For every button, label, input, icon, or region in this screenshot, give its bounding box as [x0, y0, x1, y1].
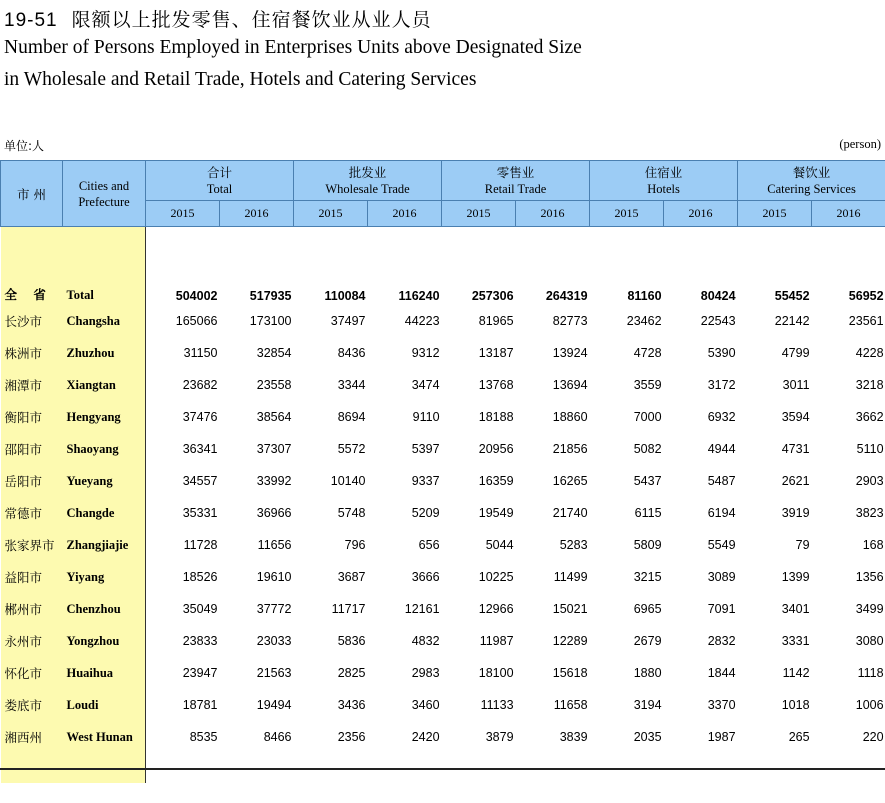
value-cell: 4728	[633, 346, 662, 360]
row-city-en: West Hunan	[63, 721, 146, 753]
value-cell: 22543	[700, 314, 736, 328]
header-group-hotels	[590, 161, 738, 201]
value-cell: 22142	[774, 314, 810, 328]
value-cell: 37307	[256, 442, 292, 456]
value-cell: 55452	[774, 289, 810, 303]
value-cell: 1880	[633, 666, 662, 680]
value-cell: 5572	[337, 442, 366, 456]
value-cell: 6115	[634, 506, 662, 520]
value-cell: 37772	[256, 602, 292, 616]
value-cell: 16359	[478, 474, 514, 488]
year-header: 2016	[812, 201, 885, 227]
header-city-cn: 市 州	[1, 161, 63, 227]
value-cell: 257306	[471, 289, 514, 303]
row-city-en: Changde	[63, 497, 146, 529]
spacer-cell	[63, 227, 146, 272]
value-cell: 5748	[337, 506, 366, 520]
value-cell: 1006	[855, 698, 884, 712]
value-cell: 5209	[411, 506, 440, 520]
table-row	[1, 433, 885, 465]
value-cell: 11656	[257, 538, 292, 552]
value-cell: 35049	[182, 602, 218, 616]
table-row	[1, 337, 885, 369]
table-row	[1, 593, 885, 625]
value-cell: 3594	[781, 410, 810, 424]
row-city-cn: 娄底市	[1, 689, 63, 721]
header-group-catering	[738, 161, 885, 201]
value-cell: 36966	[256, 506, 292, 520]
value-cell: 3344	[337, 378, 366, 392]
value-cell: 11728	[183, 538, 218, 552]
value-cell: 4731	[781, 442, 810, 456]
year-header: 2016	[664, 201, 738, 227]
value-cell: 517935	[249, 289, 292, 303]
value-cell: 8535	[189, 730, 218, 744]
value-cell: 6194	[707, 506, 736, 520]
value-cell: 44223	[404, 314, 440, 328]
spacer-cell	[146, 227, 885, 272]
spacer-row	[1, 227, 885, 272]
value-cell: 173100	[249, 314, 292, 328]
data-table-container	[0, 160, 885, 783]
row-city-cn: 湘潭市	[1, 369, 63, 401]
row-city-en: Shaoyang	[63, 433, 146, 465]
value-cell: 36341	[182, 442, 218, 456]
value-cell: 3436	[337, 698, 366, 712]
group-en: Wholesale Trade	[325, 181, 410, 196]
value-cell: 165066	[175, 314, 218, 328]
unit-label-chinese: 单位:人	[4, 139, 45, 153]
value-cell: 3919	[781, 506, 810, 520]
value-cell: 3172	[707, 378, 736, 392]
value-cell: 23833	[182, 634, 218, 648]
value-cell: 5809	[633, 538, 662, 552]
value-cell: 12966	[478, 602, 514, 616]
group-en: Hotels	[647, 181, 680, 196]
row-city-en: Zhangjiajie	[63, 529, 146, 561]
value-cell: 110084	[324, 289, 366, 303]
value-cell: 15618	[552, 666, 588, 680]
value-cell: 35331	[182, 506, 218, 520]
value-cell: 37497	[330, 314, 366, 328]
group-cn: 零售业	[496, 164, 535, 180]
table-row	[1, 529, 885, 561]
value-cell: 23462	[626, 314, 662, 328]
value-cell: 37476	[182, 410, 218, 424]
value-cell: 3687	[337, 570, 366, 584]
value-cell: 116240	[398, 289, 440, 303]
row-city-en: Yiyang	[63, 561, 146, 593]
title-cn-text: 限额以上批发零售、住宿餐饮业从业人员	[71, 9, 432, 31]
value-cell: 4832	[411, 634, 440, 648]
table-number: 19-51	[4, 10, 58, 31]
row-city-en: Yongzhou	[63, 625, 146, 657]
value-cell: 56952	[848, 289, 884, 303]
value-cell: 11717	[331, 602, 366, 616]
group-en: Catering Services	[767, 181, 856, 196]
table-row	[1, 305, 885, 337]
row-city-cn: 长沙市	[1, 305, 63, 337]
value-cell: 23558	[256, 378, 292, 392]
row-city-cn: 衡阳市	[1, 401, 63, 433]
table-row	[1, 625, 885, 657]
row-city-cn: 株洲市	[1, 337, 63, 369]
table-row	[1, 401, 885, 433]
value-cell: 3011	[782, 378, 810, 392]
spacer-cell	[1, 227, 63, 272]
year-header: 2015	[738, 201, 812, 227]
group-cn: 住宿业	[644, 164, 683, 180]
value-cell: 264319	[545, 289, 588, 303]
value-cell: 9312	[411, 346, 440, 360]
employment-table	[0, 160, 885, 783]
value-cell: 1018	[781, 698, 810, 712]
value-cell: 4799	[781, 346, 810, 360]
value-cell: 2621	[781, 474, 810, 488]
value-cell: 3823	[855, 506, 884, 520]
value-cell: 23947	[182, 666, 218, 680]
value-cell: 6965	[633, 602, 662, 616]
row-city-cn: 湘西州	[1, 721, 63, 753]
value-cell: 4944	[707, 442, 736, 456]
value-cell: 504002	[175, 289, 218, 303]
row-city-en: Total	[63, 271, 146, 305]
value-cell: 2825	[337, 666, 366, 680]
row-city-cn: 邵阳市	[1, 433, 63, 465]
value-cell: 18781	[182, 698, 218, 712]
value-cell: 23033	[256, 634, 292, 648]
value-cell: 5549	[707, 538, 736, 552]
unit-label-english: (person)	[839, 137, 881, 151]
value-cell: 7091	[707, 602, 736, 616]
value-cell: 4228	[855, 346, 884, 360]
header-city-en	[63, 161, 146, 227]
table-row	[1, 497, 885, 529]
value-cell: 23561	[848, 314, 884, 328]
value-cell: 20956	[478, 442, 514, 456]
value-cell: 8436	[337, 346, 366, 360]
header-city-en-line-2: Prefecture	[78, 194, 130, 209]
value-cell: 11133	[480, 698, 514, 712]
row-city-en: Hengyang	[63, 401, 146, 433]
year-header: 2016	[220, 201, 294, 227]
group-en: Total	[206, 181, 233, 196]
group-cn: 合计	[207, 164, 233, 180]
row-city-cn: 岳阳市	[1, 465, 63, 497]
value-cell: 31150	[183, 346, 218, 360]
year-header: 2015	[442, 201, 516, 227]
value-cell: 19610	[256, 570, 292, 584]
row-city-en: Loudi	[63, 689, 146, 721]
value-cell: 5044	[485, 538, 514, 552]
value-cell: 23682	[182, 378, 218, 392]
value-cell: 79	[795, 538, 810, 552]
table-row	[1, 689, 885, 721]
value-cell: 81965	[478, 314, 514, 328]
value-cell: 33992	[256, 474, 292, 488]
page-title-english-line-2: in Wholesale and Retail Trade, Hotels and Catering Services	[4, 69, 477, 90]
table-bottom-rule	[0, 768, 885, 770]
value-cell: 220	[862, 730, 884, 744]
value-cell: 1399	[781, 570, 810, 584]
value-cell: 3499	[855, 602, 884, 616]
value-cell: 81160	[627, 289, 662, 303]
table-row	[1, 721, 885, 753]
value-cell: 5283	[559, 538, 588, 552]
header-city-en-line-1: Cities and	[78, 178, 130, 193]
page-title-chinese	[4, 5, 432, 32]
value-cell: 3218	[855, 378, 884, 392]
value-cell: 11658	[553, 698, 588, 712]
value-cell: 1356	[855, 570, 884, 584]
value-cell: 19549	[478, 506, 514, 520]
value-cell: 3839	[559, 730, 588, 744]
page-title-english-line-1: Number of Persons Employed in Enterprises Units above Designated Size	[4, 37, 582, 58]
row-city-en: Changsha	[63, 305, 146, 337]
value-cell: 3401	[781, 602, 810, 616]
value-cell: 6932	[707, 410, 736, 424]
value-cell: 5836	[337, 634, 366, 648]
table-row	[1, 561, 885, 593]
value-cell: 796	[344, 538, 366, 552]
year-header: 2015	[590, 201, 664, 227]
value-cell: 2035	[633, 730, 662, 744]
row-city-cn: 益阳市	[1, 561, 63, 593]
group-en: Retail Trade	[484, 181, 547, 196]
table-row	[1, 369, 885, 401]
value-cell: 16265	[552, 474, 588, 488]
value-cell: 5110	[856, 442, 884, 456]
value-cell: 18100	[478, 666, 514, 680]
value-cell: 656	[418, 538, 440, 552]
value-cell: 80424	[700, 289, 736, 303]
group-cn: 批发业	[348, 164, 387, 180]
row-city-cn: 常德市	[1, 497, 63, 529]
value-cell: 2356	[337, 730, 366, 744]
value-cell: 5082	[633, 442, 662, 456]
value-cell: 32854	[256, 346, 292, 360]
header-group-wholesale	[294, 161, 442, 201]
value-cell: 9337	[411, 474, 440, 488]
table-row	[1, 465, 885, 497]
year-header: 2016	[368, 201, 442, 227]
row-city-cn: 永州市	[1, 625, 63, 657]
group-cn: 餐饮业	[792, 164, 831, 180]
value-cell: 18526	[182, 570, 218, 584]
row-city-cn: 张家界市	[1, 529, 63, 561]
value-cell: 19494	[256, 698, 292, 712]
value-cell: 7000	[633, 410, 662, 424]
row-city-en: Huaihua	[63, 657, 146, 689]
value-cell: 3559	[633, 378, 662, 392]
value-cell: 5437	[633, 474, 662, 488]
value-cell: 1844	[707, 666, 736, 680]
row-city-cn: 全 省	[1, 271, 63, 305]
header-group-total	[146, 161, 294, 201]
value-cell: 8466	[263, 730, 292, 744]
value-cell: 13694	[552, 378, 588, 392]
row-city-en: Zhuzhou	[63, 337, 146, 369]
value-cell: 12289	[552, 634, 588, 648]
value-cell: 12161	[404, 602, 440, 616]
value-cell: 3666	[411, 570, 440, 584]
value-cell: 8694	[337, 410, 366, 424]
value-cell: 3370	[707, 698, 736, 712]
value-cell: 18860	[552, 410, 588, 424]
header-group-retail	[442, 161, 590, 201]
value-cell: 5487	[707, 474, 736, 488]
value-cell: 3194	[633, 698, 662, 712]
value-cell: 15021	[552, 602, 588, 616]
value-cell: 2903	[855, 474, 884, 488]
row-city-en: Yueyang	[63, 465, 146, 497]
value-cell: 1142	[782, 666, 810, 680]
value-cell: 3474	[411, 378, 440, 392]
value-cell: 5390	[707, 346, 736, 360]
value-cell: 3331	[781, 634, 810, 648]
value-cell: 2832	[707, 634, 736, 648]
total-row	[1, 271, 885, 305]
value-cell: 11499	[553, 570, 588, 584]
value-cell: 21856	[552, 442, 588, 456]
value-cell: 3215	[633, 570, 662, 584]
value-cell: 10140	[330, 474, 366, 488]
value-cell: 2679	[633, 634, 662, 648]
value-cell: 3879	[485, 730, 514, 744]
value-cell: 3089	[707, 570, 736, 584]
row-city-cn: 郴州市	[1, 593, 63, 625]
year-header: 2015	[146, 201, 220, 227]
year-header: 2016	[516, 201, 590, 227]
row-city-en: Xiangtan	[63, 369, 146, 401]
value-cell: 10225	[478, 570, 514, 584]
value-cell: 11987	[479, 634, 514, 648]
value-cell: 9110	[412, 410, 440, 424]
value-cell: 21740	[552, 506, 588, 520]
table-row	[1, 657, 885, 689]
value-cell: 1987	[707, 730, 736, 744]
value-cell: 168	[862, 538, 884, 552]
value-cell: 265	[788, 730, 810, 744]
value-cell: 21563	[256, 666, 292, 680]
value-cell: 3080	[855, 634, 884, 648]
value-cell: 18188	[478, 410, 514, 424]
value-cell: 13187	[478, 346, 514, 360]
value-cell: 34557	[182, 474, 218, 488]
row-city-cn: 怀化市	[1, 657, 63, 689]
row-city-en: Chenzhou	[63, 593, 146, 625]
value-cell: 38564	[256, 410, 292, 424]
header-group-row	[1, 161, 885, 201]
value-cell: 2420	[411, 730, 440, 744]
value-cell: 13768	[478, 378, 514, 392]
value-cell: 1118	[857, 666, 884, 680]
value-cell: 3662	[855, 410, 884, 424]
value-cell: 5397	[411, 442, 440, 456]
year-header: 2015	[294, 201, 368, 227]
value-cell: 3460	[411, 698, 440, 712]
value-cell: 82773	[552, 314, 588, 328]
value-cell: 2983	[411, 666, 440, 680]
value-cell: 13924	[552, 346, 588, 360]
